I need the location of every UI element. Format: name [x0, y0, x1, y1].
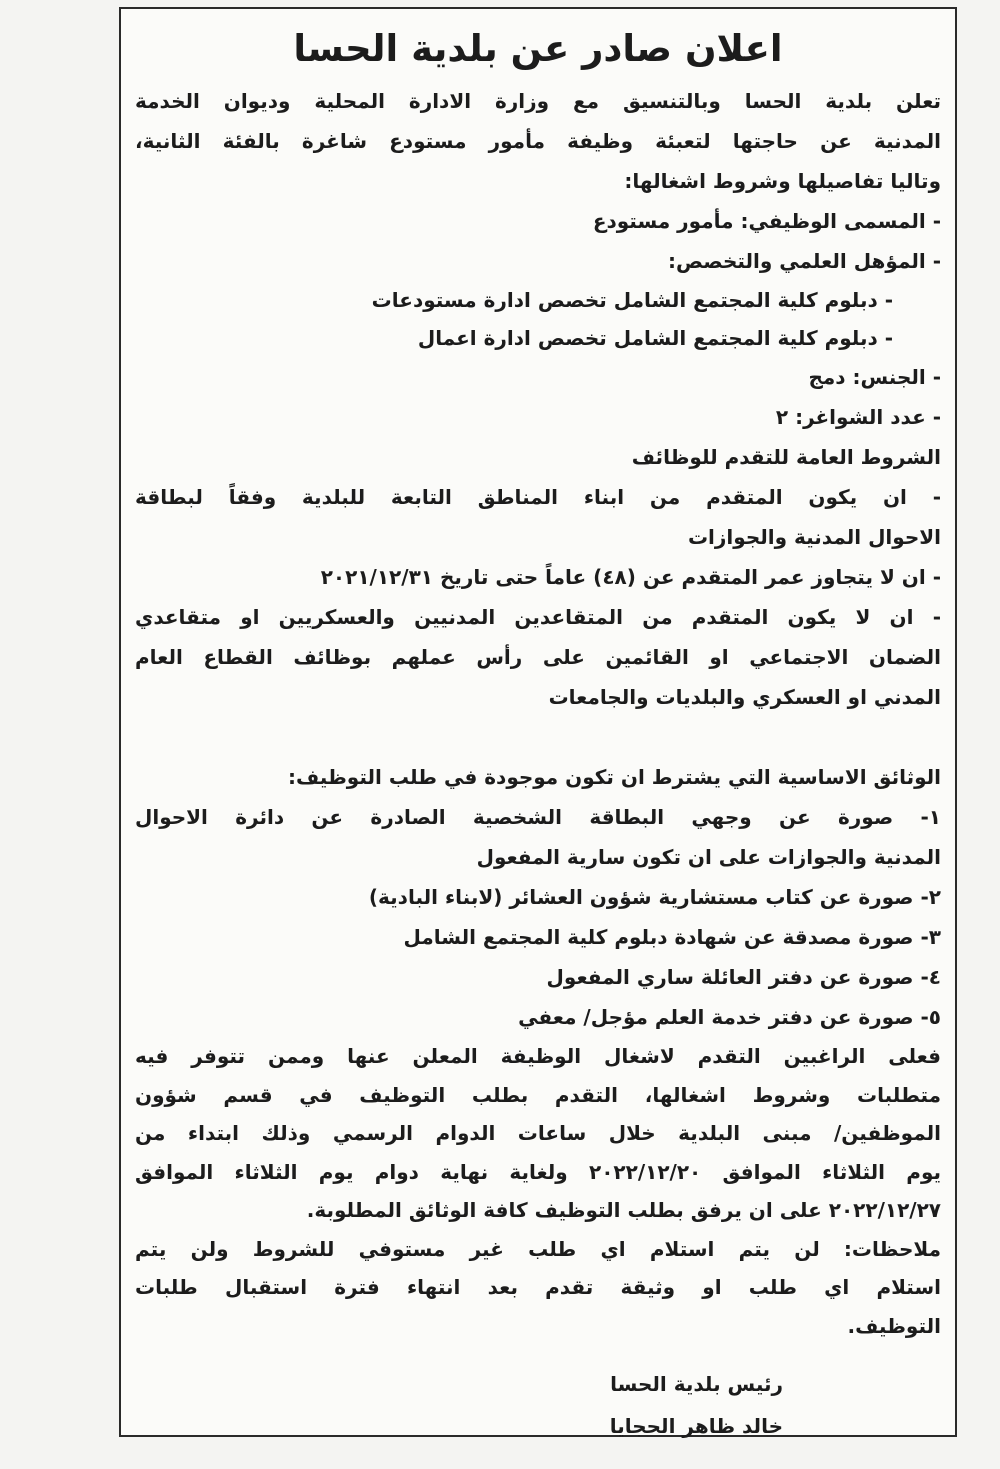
- gender-line: - الجنس: دمج: [808, 365, 941, 389]
- signature-title: رئيس بلدية الحسا: [610, 1372, 783, 1396]
- condition-line: - ان يكون المتقدم من ابناء المناطق التابعة للبلدية وفقاً لبطاقة: [135, 485, 941, 509]
- intro-line: المدنية عن حاجتها لتعبئة وظيفة مأمور مستودع شاغرة بالفئة الثانية،: [135, 129, 941, 153]
- notes-line: التوظيف.: [847, 1313, 941, 1338]
- general-conditions-heading: الشروط العامة للتقدم للوظائف: [631, 445, 941, 469]
- condition-line: - ان لا يكون المتقدم من المتقاعدين المدنيين والعسكريين او متقاعدي: [135, 605, 941, 629]
- document-line: ٤- صورة عن دفتر العائلة ساري المفعول: [546, 965, 941, 989]
- closing-line: فعلى الراغبين التقدم لاشغال الوظيفة المعلن عنها وممن تتوفر فيه: [135, 1044, 941, 1068]
- diploma-line: - دبلوم كلية المجتمع الشامل تخصص ادارة اعمال: [417, 326, 893, 350]
- spacer: [135, 717, 941, 757]
- condition-line: الضمان الاجتماعي او القائمين على رأس عملهم بوظائف القطاع العام: [135, 645, 941, 669]
- announcement-frame: [119, 7, 957, 1437]
- document-line: ٢- صورة عن كتاب مستشارية شؤون العشائر (لابناء البادية): [368, 885, 941, 909]
- condition-line: المدني او العسكري والبلديات والجامعات: [548, 685, 941, 709]
- documents-heading: الوثائق الاساسية التي يشترط ان تكون موجودة في طلب التوظيف:: [287, 765, 941, 789]
- intro-line: وتاليا تفاصيلها وشروط اشغالها:: [624, 169, 941, 193]
- diploma-line: - دبلوم كلية المجتمع الشامل تخصص ادارة مستودعات: [371, 288, 893, 312]
- notes-line: استلام اي طلب او وثيقة تقدم بعد انتهاء فترة استقبال طلبات: [135, 1275, 941, 1299]
- announcement-title: اعلان صادر عن بلدية الحسا: [293, 27, 783, 70]
- document-line: المدنية والجوازات على ان تكون سارية المفعول: [476, 845, 941, 869]
- spacer: [135, 1345, 941, 1363]
- condition-line: الاحوال المدنية والجوازات: [687, 525, 941, 549]
- signature-name: خالد ظاهر الحجايا: [609, 1414, 783, 1438]
- closing-line: ٢٠٢٢/١٢/٢٧ على ان يرفق بطلب التوظيف كافة الوثائق المطلوبة.: [306, 1198, 941, 1222]
- condition-line: - ان لا يتجاوز عمر المتقدم عن (٤٨) عاماً حتى تاريخ ٢٠٢١/١٢/٣١: [320, 565, 941, 589]
- closing-line: متطلبات وشروط اشغالها، التقدم بطلب التوظيف في قسم شؤون: [135, 1082, 941, 1107]
- closing-line: الموظفين/ مبنى البلدية خلال ساعات الدوام الرسمي وذلك ابتداء من: [135, 1121, 941, 1145]
- closing-line: يوم الثلاثاء الموافق ٢٠٢٢/١٢/٢٠ ولغاية نهاية دوام يوم الثلاثاء الموافق: [135, 1159, 941, 1184]
- document-line: ١- صورة عن وجهي البطاقة الشخصية الصادرة عن دائرة الاحوال: [135, 805, 941, 829]
- document-line: ٣- صورة مصدقة عن شهادة دبلوم كلية المجتمع الشامل: [403, 925, 941, 949]
- qualification-line: - المؤهل العلمي والتخصص:: [667, 249, 941, 273]
- notes-line: ملاحظات: لن يتم استلام اي طلب غير مستوفي للشروط ولن يتم: [135, 1236, 941, 1261]
- job-title-line: - المسمى الوظيفي: مأمور مستودع: [592, 209, 941, 233]
- document-line: ٥- صورة عن دفتر خدمة العلم مؤجل/ معفي: [518, 1005, 941, 1029]
- vacancies-line: - عدد الشواغر: ٢: [775, 405, 941, 429]
- intro-line: تعلن بلدية الحسا وبالتنسيق مع وزارة الادارة المحلية وديوان الخدمة: [135, 89, 941, 113]
